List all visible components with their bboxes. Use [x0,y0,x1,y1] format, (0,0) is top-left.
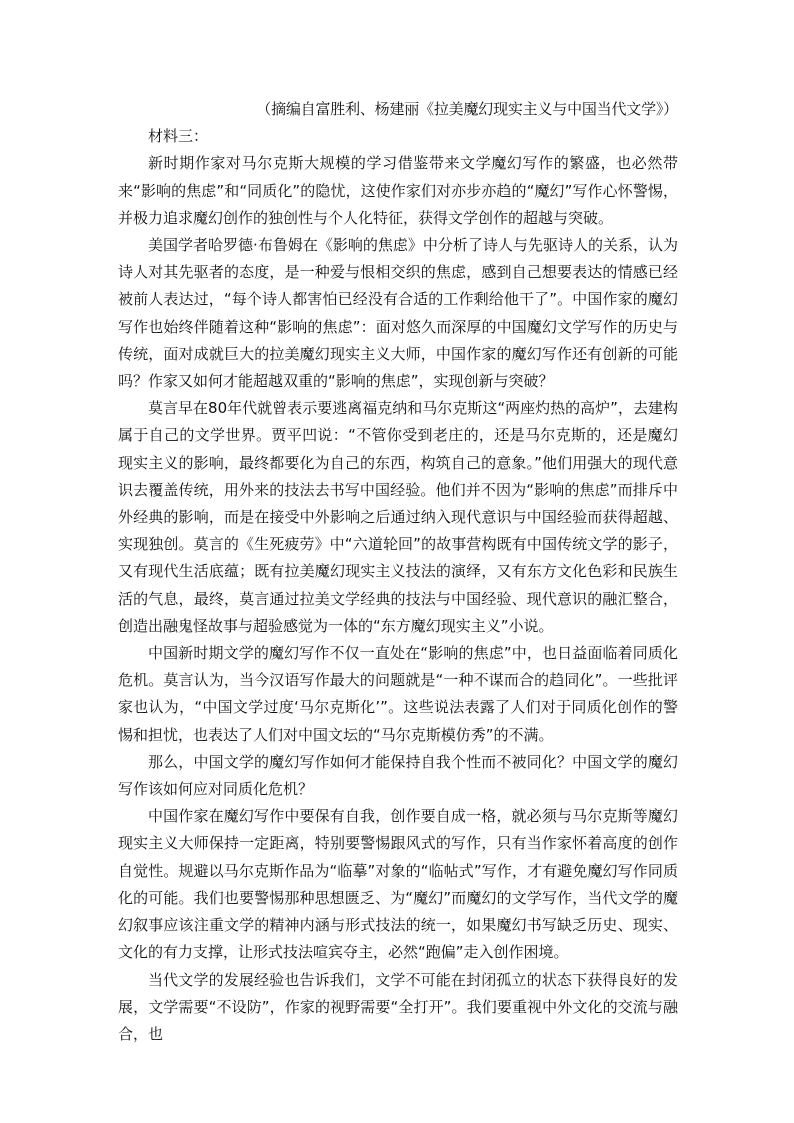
paragraph-1: 新时期作家对马尔克斯大规模的学习借鉴带来文学魔幻写作的繁盛，也必然带来“影响的焦虑”和“同质化”的隐忧，这使作家们对亦步亦趋的“魔幻”写作心怀警惕，并极力追求魔幻创作的独创性与个人化特征，获得文学创作的超越与突破。 [118,154,678,227]
paragraph-6: 中国作家在魔幻写作中要保有自我，创作要自成一格，就必须与马尔克斯等魔幻现实主义大师保持一定距离，特别要警惕跟风式的写作，只有当作家怀着高度的创作自觉性。规避以马尔克斯作品为“临摹”对象的“临帖式”写作，才有避免魔幻写作同质化的可能。我们也要警惕那种思想匮乏、为“魔幻”而魔幻的文学写作，当代文学的魔幻叙事应该注重文学的精神内涵与形式技法的统一，如果魔幻书写缺乏历史、现实、文化的有力支撑，让形式技法喧宾夺主，必然“跑偏”走入创作困境。 [118,807,678,962]
paragraph-2: 美国学者哈罗德·布鲁姆在《影响的焦虑》中分析了诗人与先驱诗人的关系，认为诗人对其先驱者的态度，是一种爱与恨相交织的焦虑，感到自己想要表达的情感已经被前人表达过，“每个诗人都害怕已经没有合适的工作剩给他干了”。中国作家的魔幻写作也始终伴随着这种“影响的焦虑”：面对悠久而深厚的中国魔幻文学写作的历史与传统，面对成就巨大的拉美魔幻现实主义大师，中国作家的魔幻写作还有创新的可能吗？作家又如何才能超越双重的“影响的焦虑”，实现创新与突破？ [118,236,678,391]
paragraph-4: 中国新时期文学的魔幻写作不仅一直处在“影响的焦虑”中，也日益面临着同质化危机。莫言认为，当今汉语写作最大的问题就是“一种不谋而合的趋同化”。一些批评家也认为，“中国文学过度‘马尔克斯化’”。这些说法表露了人们对于同质化创作的警惕和担忧，也表达了人们对中国文坛的“马尔克斯模仿秀”的不满。 [118,644,678,744]
section-heading: 材料三： [148,127,209,146]
paragraph-7: 当代文学的发展经验也告诉我们，文学不可能在封闭孤立的状态下获得良好的发展，文学需要“不设防”，作家的视野需要“全打开”。我们要重视中外文化的交流与融合，也 [118,970,678,1043]
document-page [118,96,678,1048]
source-citation: （摘编自富胜利、杨建丽《拉美魔幻现实主义与中国当代文学》） [256,100,678,118]
paragraph-5: 那么，中国文学的魔幻写作如何才能保持自我个性而不被同化？中国文学的魔幻写作该如何应对同质化危机？ [118,752,678,799]
paragraph-3: 莫言早在80年代就曾表示要逃离福克纳和马尔克斯这“两座灼热的高炉”，去建构属于自己的文学世界。贾平凹说：“不管你受到老庄的，还是马尔克斯的，还是魔幻现实主义的影响，最终都要化为自己的东西，构筑自己的意象。”他们用强大的现代意识去覆盖传统，用外来的技法去书写中国经验。他们并不因为“影响的焦虑”而排斥中外经典的影响，而是在接受中外影响之后通过纳入现代意识与中国经验而获得超越、实现独创。莫言的《生死疲劳》中“六道轮回”的故事营构既有中国传统文学的影子，又有现代生活底蕴；既有拉美魔幻现实主义技法的演绎，又有东方文化色彩和民族生活的气息，最终，莫言通过拉美文学经典的技法与中国经验、现代意识的融汇整合，创造出融鬼怪故事与超验感觉为一体的“东方魔幻现实主义”小说。 [118,399,678,635]
